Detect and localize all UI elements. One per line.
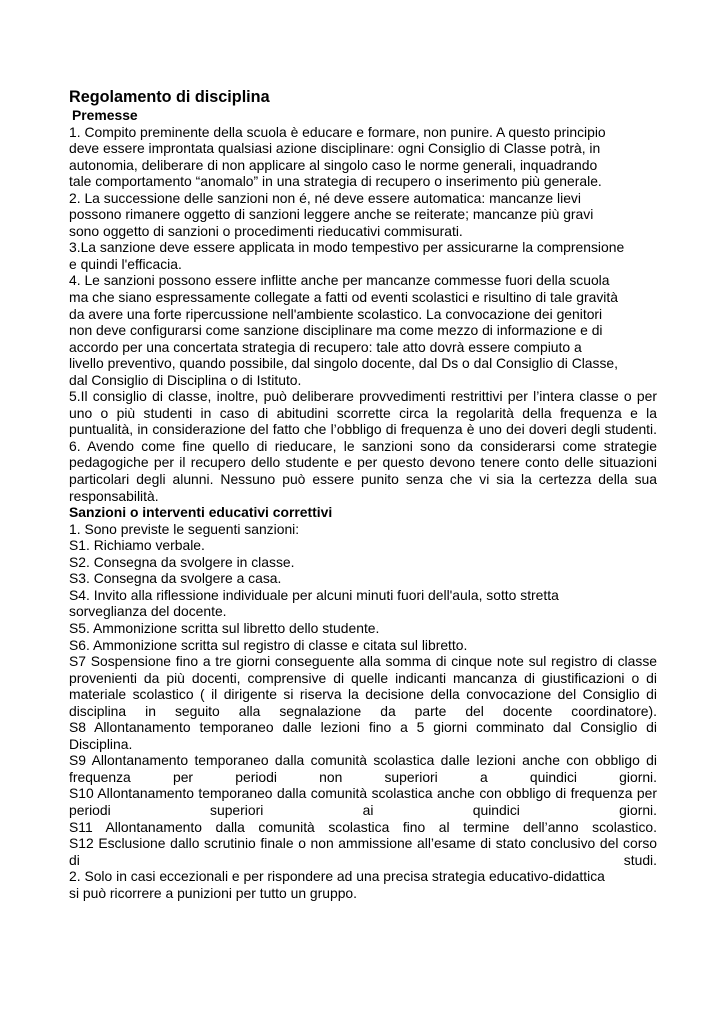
text-line: possono rimanere oggetto di sanzioni leggere anche se reiterate; mancanze più gravi <box>69 206 594 223</box>
sanction-s9: S9 Allontanamento temporaneo dalla comunità scolastica dalle lezioni anche con obbligo di frequenza per periodi non superiori a quindici giorni. <box>69 752 657 785</box>
text-line: ma che siano espressamente collegate a fatti od eventi scolastici e risultino di tale gravità <box>69 289 618 306</box>
text-line: deve essere improntata qualsiasi azione disciplinare: ogni Consiglio di Classe potrà, in <box>69 140 601 157</box>
text-line: 2. La successione delle sanzioni non é, né deve essere automatica: mancanze lievi <box>69 189 581 206</box>
text-line: si può ricorrere a punizioni per tutto un gruppo. <box>69 884 358 901</box>
sanction-s3: S3. Consegna da svolgere a casa. <box>69 570 282 587</box>
text-line: tale comportamento “anomalo” in una strategia di recupero o inserimento più generale. <box>69 173 602 190</box>
paragraph-5: 5.Il consiglio di classe, inoltre, può deliberare provvedimenti restrittivi per l’intera classe o per uno o più studenti in caso di abitudini scorrette circa la regolarità della frequenza e la puntualità, in considerazione del fatto che l’obbligo di frequenza è uno dei doveri degli studenti. <box>69 388 657 438</box>
sanction-s7: S7 Sospensione fino a tre giorni conseguente alla somma di cinque note sul registro di classe provenienti da più docenti, comprensive di quelle indicanti mancanza di giustificazioni o di materiale scolastico ( il dirigente si riserva la decisione della convocazione del Consiglio di disciplina in seguito alla segnalazione da parte del docente coordinatore). <box>69 653 657 719</box>
text-line: autonomia, deliberare di non applicare al singolo caso le norme generali, inquadrando <box>69 156 598 173</box>
text-line: 2. Solo in casi eccezionali e per rispondere ad una precisa strategia educativo-didattica <box>69 868 605 885</box>
premesse-text <box>69 124 657 505</box>
sanction-s5: S5. Ammonizione scritta sul libretto dello studente. <box>69 619 380 636</box>
paragraph-6: 6. Avendo come fine quello di rieducare, le sanzioni sono da considerarsi come strategie pedagogiche per il recupero dello studente e per questo devono tenere conto delle situazioni particolari degli alunni. Nessuno può essere punito senza che vi sia la certezza della sua responsabilità. <box>69 437 657 504</box>
text-line: accordo per una concertata strategia di recupero: tale atto dovrà essere compiuto a <box>69 338 582 355</box>
text-line: dal Consiglio di Disciplina o di Istituto. <box>69 371 302 388</box>
sanzioni-text <box>69 521 657 902</box>
section-heading-sanzioni: Sanzioni o interventi educativi correttivi <box>69 504 333 521</box>
sanction-s1: S1. Richiamo verbale. <box>69 537 205 554</box>
sanction-s4-cont: sorveglianza del docente. <box>69 603 227 620</box>
document-body <box>69 87 657 901</box>
text-line: livello preventivo, quando possibile, dal singolo docente, dal Ds o dal Consiglio di Classe, <box>69 355 619 372</box>
text-line: 1. Compito preminente della scuola è educare e formare, non punire. A questo principio <box>69 123 606 140</box>
text-line: non deve configurarsi come sanzione disciplinare ma come mezzo di informazione e di <box>69 322 603 339</box>
text-line: da avere una forte ripercussione nell'ambiente scolastico. La convocazione dei genitori <box>69 305 603 322</box>
text-line: sono oggetto di sanzioni o procedimenti rieducativi commisurati. <box>69 222 463 239</box>
text-line: 3.La sanzione deve essere applicata in modo tempestivo per assicurarne la comprensione <box>69 239 625 256</box>
section-heading-premesse: Premesse <box>72 107 138 123</box>
sanction-s10: S10 Allontanamento temporaneo dalla comunità scolastica anche con obbligo di frequenza per periodi superiori ai quindici giorni. <box>69 785 657 818</box>
text-line: 1. Sono previste le seguenti sanzioni: <box>69 520 300 537</box>
text-line: e quindi l'efficacia. <box>69 255 182 272</box>
sanction-s2: S2. Consegna da svolgere in classe. <box>69 553 295 570</box>
sanction-s4: S4. Invito alla riflessione individuale per alcuni minuti fuori dell'aula, sotto stretta <box>69 586 559 603</box>
text-line: 4. Le sanzioni possono essere inflitte anche per mancanze commesse fuori della scuola <box>69 272 610 289</box>
sanction-s12: S12 Esclusione dallo scrutinio finale o non ammissione all’esame di stato conclusivo del corso di studi. <box>69 835 657 868</box>
document-title: Regolamento di disciplina <box>69 88 270 106</box>
sanction-s8: S8 Allontanamento temporaneo dalle lezioni fino a 5 giorni comminato dal Consiglio di Disciplina. <box>69 719 657 752</box>
sanction-s6: S6. Ammonizione scritta sul registro di classe e citata sul libretto. <box>69 636 468 653</box>
sanction-s11: S11 Allontanamento dalla comunità scolastica fino al termine dell’anno scolastico. <box>69 818 657 835</box>
